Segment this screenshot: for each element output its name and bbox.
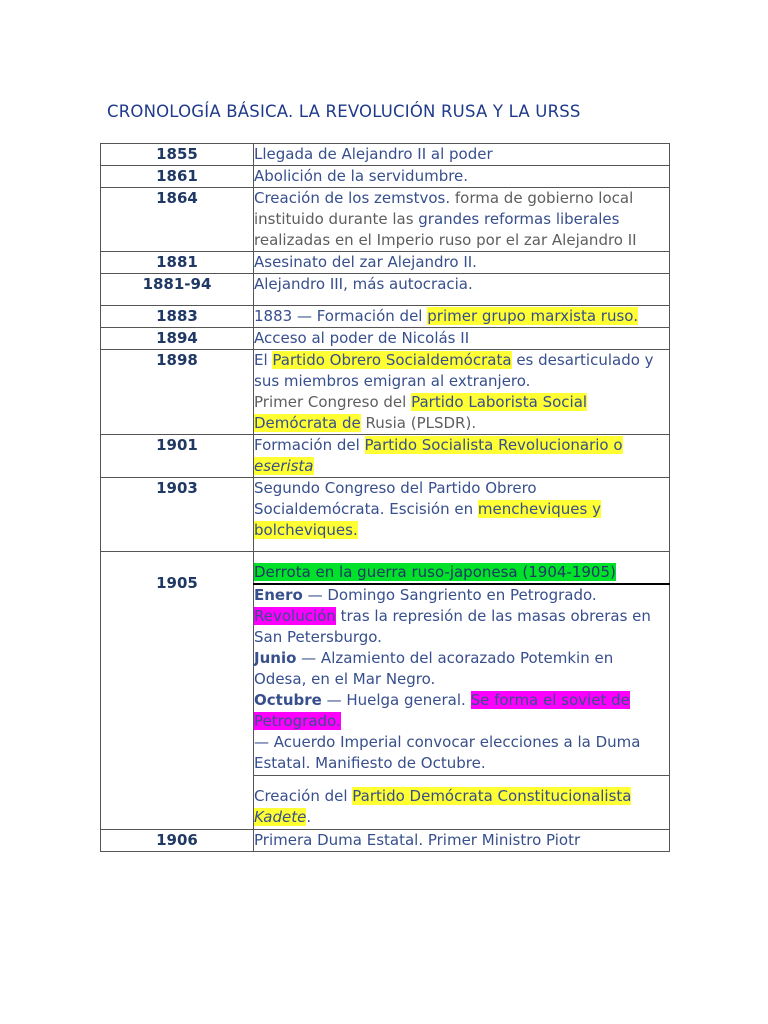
year-cell: 1906 — [101, 830, 254, 852]
year-cell: 1883 — [101, 306, 254, 328]
month-label: Junio — [254, 649, 297, 667]
table-row — [101, 144, 670, 166]
year-cell: 1861 — [101, 166, 254, 188]
highlighted-text: Derrota en la guerra ruso-japonesa (1904-1905) — [254, 563, 616, 581]
year-cell: 1855 — [101, 144, 254, 166]
event-text: — Domingo Sangriento en Petrogrado. — [302, 586, 597, 604]
year-cell: 1901 — [101, 435, 254, 478]
event-cell: Acceso al poder de Nicolás II — [254, 328, 670, 350]
table-row — [101, 435, 670, 478]
event-cell — [254, 478, 670, 552]
year-cell: 1898 — [101, 350, 254, 435]
year-cell: 1894 — [101, 328, 254, 350]
event-text: — Acuerdo Imperial convocar elecciones a la Duma Estatal. Manifiesto de Octubre. — [254, 733, 641, 772]
event-text: . — [306, 808, 312, 826]
highlighted-text: primer grupo marxista ruso. — [427, 307, 638, 325]
event-cell: Asesinato del zar Alejandro II. — [254, 252, 670, 274]
event-text: El — [254, 351, 273, 369]
event-text: — Huelga general. — [321, 691, 471, 709]
event-cell — [254, 584, 670, 776]
event-cell — [254, 776, 670, 830]
event-cell: Llegada de Alejandro II al poder — [254, 144, 670, 166]
year-cell: 1905 — [101, 552, 254, 830]
table-row — [101, 274, 670, 306]
table-row — [101, 188, 670, 252]
event-cell — [254, 188, 670, 252]
table-row — [101, 552, 670, 585]
event-text: forma de gobierno local instituido durante las — [254, 189, 634, 228]
event-text: Formación del — [254, 436, 365, 454]
event-text: tras la represión de las masas obreras en San Petersburgo. — [254, 607, 651, 646]
highlighted-text: Kadete — [254, 808, 307, 826]
table-row — [101, 252, 670, 274]
event-text: — Alzamiento del acorazado Potemkin en Odesa, en el Mar Negro. — [254, 649, 614, 688]
event-cell — [254, 306, 670, 328]
year-cell: 1903 — [101, 478, 254, 552]
event-text: 1883 — Formación del — [254, 307, 428, 325]
event-cell: Abolición de la servidumbre. — [254, 166, 670, 188]
event-text: Rusia (PLSDR). — [360, 414, 477, 432]
event-text: Segundo Congreso del Partido Obrero Socialdemócrata. Escisión en — [254, 479, 537, 518]
event-cell: Primera Duma Estatal. Primer Ministro Piotr — [254, 830, 670, 852]
table-row — [101, 166, 670, 188]
event-cell — [254, 435, 670, 478]
highlighted-text: eserista — [254, 457, 314, 475]
table-row — [101, 478, 670, 552]
event-text: Primer Congreso del — [254, 393, 412, 411]
highlighted-text: Se forma el soviet de Petrogrado. — [254, 691, 630, 730]
month-label: Enero — [254, 586, 303, 604]
event-text: Creación de los zemstvos. — [254, 189, 451, 207]
page-title: CRONOLOGÍA BÁSICA. LA REVOLUCIÓN RUSA Y LA URSS — [107, 102, 581, 121]
table-row — [101, 830, 670, 852]
table-row — [101, 328, 670, 350]
table-row — [101, 350, 670, 435]
chronology-table — [100, 143, 670, 852]
highlighted-text: Partido Socialista Revolucionario o — [364, 436, 623, 454]
event-cell — [254, 552, 670, 585]
highlighted-text: Partido Demócrata Constitucionalista — [352, 787, 632, 805]
event-text: realizadas en el Imperio ruso por el zar Alejandro II — [254, 231, 637, 249]
year-cell: 1881 — [101, 252, 254, 274]
table-row — [101, 306, 670, 328]
highlighted-text: Partido Obrero Socialdemócrata — [272, 351, 512, 369]
year-cell: 1881-94 — [101, 274, 254, 306]
event-cell: Alejandro III, más autocracia. — [254, 274, 670, 306]
event-text: grandes reformas liberales — [418, 210, 620, 228]
event-text: es desarticulado y sus miembros emigran al extranjero. — [254, 351, 654, 390]
year-cell: 1864 — [101, 188, 254, 252]
highlighted-text: Partido Laborista Social Demócrata de — [254, 393, 588, 432]
event-text: Creación del — [254, 787, 353, 805]
highlighted-text: mencheviques y bolcheviques. — [254, 500, 601, 539]
highlighted-text: Revolución — [254, 607, 336, 625]
event-cell — [254, 350, 670, 435]
month-label: Octubre — [254, 691, 322, 709]
